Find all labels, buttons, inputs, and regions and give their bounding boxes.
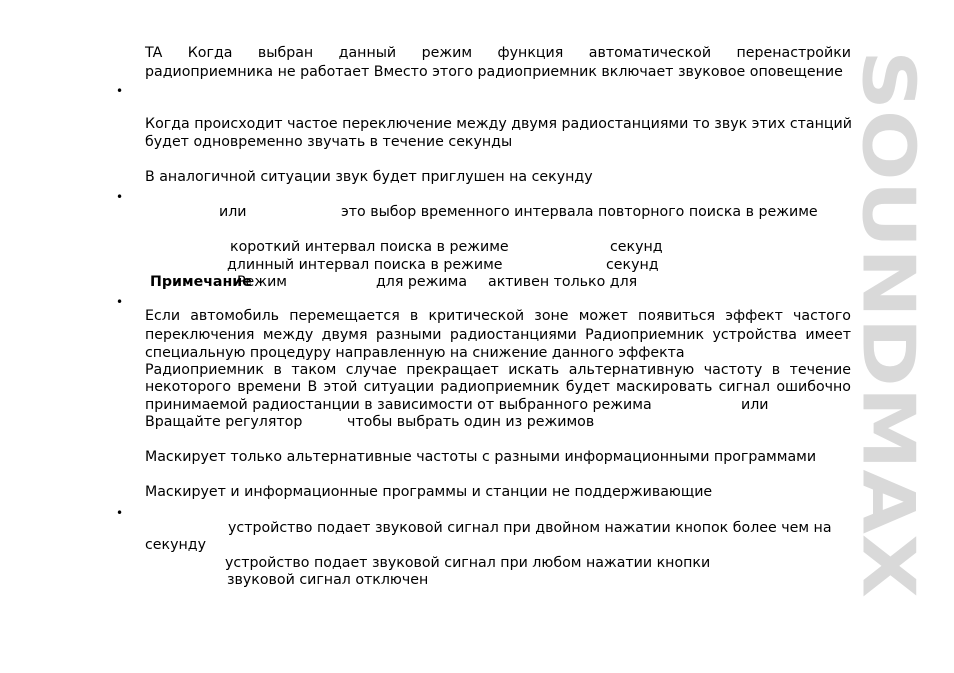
text-line: Маскирует только альтернативные частоты с разными информационными программами — [145, 449, 817, 465]
text-line: устройство подает звуковой сигнал при двойном нажатии кнопок более чем на — [228, 520, 832, 536]
bullet: • — [116, 506, 124, 520]
text-line: некоторого времени В этой ситуации радиоприемник будет маскировать сигнал ошибочно — [145, 379, 851, 395]
text-line: переключения между двумя разными радиостанциями Радиоприемник устройства имеет — [145, 327, 851, 343]
text-line: радиоприемника не работает Вместо этого радиоприемник включает звуковое оповещение — [145, 64, 843, 80]
text-line: Если автомобиль перемещается в критической зоне может появиться эффект частого — [145, 308, 851, 324]
text-fragment: Вращайте регулятор — [145, 414, 303, 430]
soundmax-logo — [846, 50, 931, 598]
text-fragment: секунд — [606, 257, 659, 273]
text-line: будет одновременно звучать в течение секунды — [145, 134, 513, 150]
text-fragment: активен только для — [488, 274, 638, 290]
text-fragment: или — [741, 397, 769, 413]
text-fragment: принимаемой радиостанции в зависимости от выбранного режима — [145, 397, 652, 413]
text-line: Маскирует и информационные программы и станции не поддерживающие — [145, 484, 713, 500]
text-line: специальную процедуру направленную на снижение данного эффекта — [145, 345, 685, 361]
text-line: устройство подает звуковой сигнал при любом нажатии кнопки — [225, 555, 711, 571]
text-fragment: для режима — [376, 274, 468, 290]
text-fragment: Режим — [237, 274, 287, 290]
bullet: • — [116, 295, 124, 309]
text-fragment: чтобы выбрать один из режимов — [347, 414, 595, 430]
text-fragment: длинный интервал поиска в режиме — [227, 257, 503, 273]
text-fragment: это выбор временного интервала повторного поиска в режиме — [341, 204, 818, 220]
text-fragment: короткий интервал поиска в режиме — [230, 239, 509, 255]
text-line: Когда происходит частое переключение между двумя радиостанциями то звук этих станций — [145, 116, 852, 132]
text-line: Радиоприемник в таком случае прекращает искать альтернативную частоту в течение — [145, 362, 851, 378]
bullet: • — [116, 84, 124, 98]
soundmax-logo-graphic — [846, 50, 931, 598]
bullet: • — [116, 190, 124, 204]
text-fragment: секунд — [610, 239, 663, 255]
note-label: Примечание — [150, 274, 252, 290]
text-line: звуковой сигнал отключен — [227, 572, 429, 588]
text-line: В аналогичной ситуации звук будет приглушен на секунду — [145, 169, 593, 185]
text-line: TA Когда выбран данный режим функция автоматической перенастройки — [145, 45, 851, 61]
text-fragment: или — [219, 204, 247, 220]
text-line: секунду — [145, 537, 206, 553]
logo-text: SOUNDMAX — [846, 50, 931, 525]
